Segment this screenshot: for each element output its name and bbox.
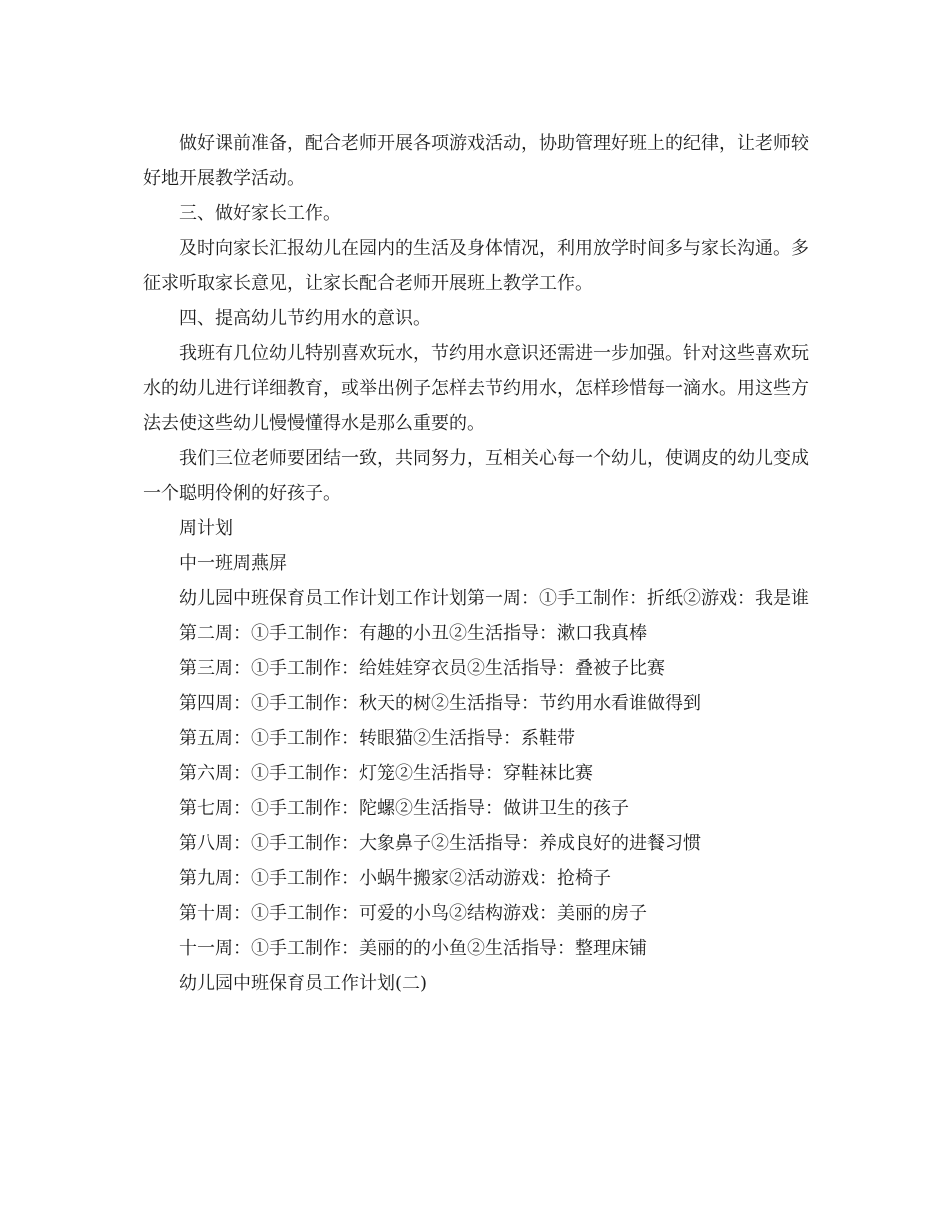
heading-weekly-plan: 周计划 xyxy=(179,518,233,539)
paragraph-water-saving: 我班有几位幼儿特别喜欢玩水，节约用水意识还需进一步加强。针对这些喜欢玩水的幼儿进行详细教育，或举出例子怎样去节约用水，怎样珍惜每一滴水。用这些方法去使这些幼儿慢慢懂得水是那么重要的。 xyxy=(143,343,809,434)
heading-parent-work: 三、做好家长工作。 xyxy=(179,203,341,224)
author-line: 中一班周燕屏 xyxy=(179,553,287,574)
week-10-plan: 第十周：①手工制作：可爱的小鸟②结构游戏：美丽的房子 xyxy=(179,903,647,924)
paragraph-parent-communication: 及时向家长汇报幼儿在园内的生活及身体情况，利用放学时间多与家长沟通。多征求听取家长意见，让家长配合老师开展班上教学工作。 xyxy=(143,238,809,294)
week-11-plan: 十一周：①手工制作：美丽的的小鱼②生活指导：整理床铺 xyxy=(179,938,647,959)
week-3-plan: 第三周：①手工制作：给娃娃穿衣员②生活指导：叠被子比赛 xyxy=(179,658,665,679)
section-title-part-two: 幼儿园中班保育员工作计划(二) xyxy=(179,973,428,994)
paragraph-teachers-unity: 我们三位老师要团结一致，共同努力，互相关心每一个幼儿，使调皮的幼儿变成一个聪明伶俐的好孩子。 xyxy=(143,448,809,504)
week-4-plan: 第四周：①手工制作：秋天的树②生活指导：节约用水看谁做得到 xyxy=(179,693,701,714)
week-5-plan: 第五周：①手工制作：转眼猫②生活指导：系鞋带 xyxy=(179,728,575,749)
week-2-plan: 第二周：①手工制作：有趣的小丑②生活指导：漱口我真棒 xyxy=(179,623,647,644)
week-7-plan: 第七周：①手工制作：陀螺②生活指导：做讲卫生的孩子 xyxy=(179,798,629,819)
week-6-plan: 第六周：①手工制作：灯笼②生活指导：穿鞋袜比赛 xyxy=(179,763,593,784)
week-9-plan: 第九周：①手工制作：小蜗牛搬家②活动游戏：抢椅子 xyxy=(179,868,611,889)
week-8-plan: 第八周：①手工制作：大象鼻子②生活指导：养成良好的进餐习惯 xyxy=(179,833,701,854)
document-page xyxy=(143,126,811,1001)
paragraph-prep: 做好课前准备，配合老师开展各项游戏活动，协助管理好班上的纪律，让老师较好地开展教学活动。 xyxy=(143,133,809,189)
heading-water-saving: 四、提高幼儿节约用水的意识。 xyxy=(179,308,431,329)
week-1-plan: 幼儿园中班保育员工作计划工作计划第一周：①手工制作：折纸②游戏：我是谁 xyxy=(179,588,809,609)
